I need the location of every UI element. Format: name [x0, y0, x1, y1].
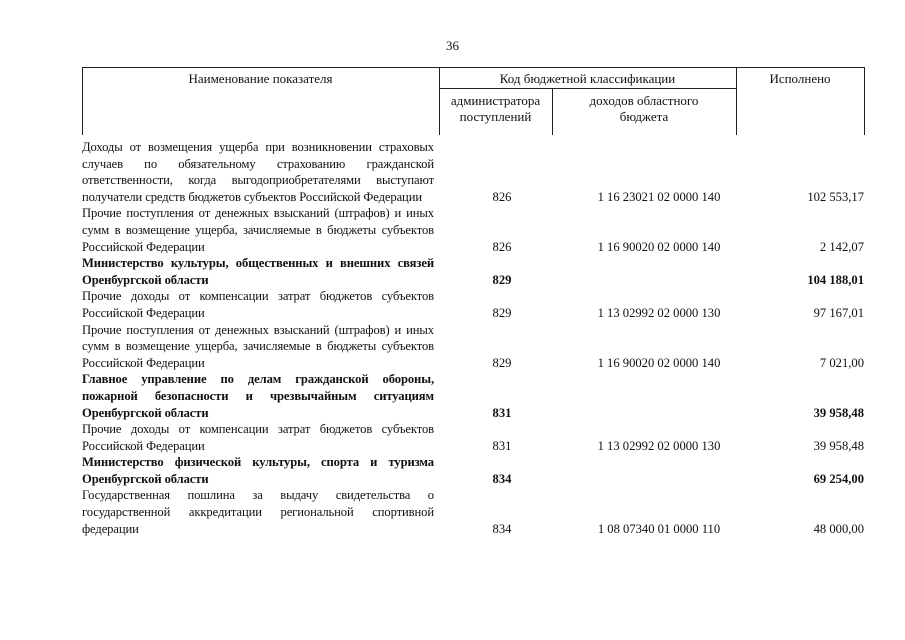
- indicator-name: Прочие доходы от компенсации затрат бюджетов субъектов Российской Федерации: [82, 422, 434, 453]
- table-row: [82, 371, 865, 421]
- admin-code: 826: [492, 239, 512, 254]
- admin-code: 829: [492, 355, 512, 370]
- executed-amount: 39 958,48: [813, 438, 864, 453]
- executed-amount: 102 553,17: [807, 189, 864, 204]
- table-header: [82, 67, 865, 135]
- executed-amount: 69 254,00: [813, 471, 864, 486]
- header-income: [552, 93, 736, 125]
- indicator-name: Прочие доходы от компенсации затрат бюджетов субъектов Российской Федерации: [82, 289, 434, 320]
- header-right-border: [864, 67, 865, 135]
- header-top-rule: [82, 67, 865, 68]
- header-income-line1: доходов областного: [589, 93, 699, 108]
- indicator-name: Главное управление по делам гражданской обороны, пожарной безопасности и чрезвычайным ситуациям Оренбургской области: [82, 372, 434, 420]
- table-row: [82, 322, 865, 372]
- admin-code: 829: [492, 305, 512, 320]
- budget-table: [82, 67, 865, 537]
- income-code: 1 13 02992 02 0000 130: [597, 438, 721, 453]
- header-income-line2: бюджета: [619, 109, 669, 124]
- income-code: 1 16 90020 02 0000 140: [597, 239, 721, 254]
- admin-code: 831: [492, 405, 512, 420]
- income-code: 1 16 23021 02 0000 140: [597, 189, 721, 204]
- table-row: [82, 255, 865, 288]
- admin-code: 831: [492, 438, 512, 453]
- indicator-name: Прочие поступления от денежных взысканий (штрафов) и иных сумм в возмещение ущерба, зачисляемые в бюджеты субъектов Российской Федерации: [82, 322, 434, 370]
- header-name: Наименование показателя: [188, 71, 333, 86]
- executed-amount: 39 958,48: [813, 405, 864, 420]
- admin-code: 834: [492, 521, 512, 536]
- page-number: 36: [446, 38, 459, 53]
- executed-amount: 97 167,01: [813, 305, 864, 320]
- header-executed: Исполнено: [769, 71, 831, 86]
- income-code: 1 13 02992 02 0000 130: [597, 305, 721, 320]
- table-row: [82, 421, 865, 454]
- header-code-group: Код бюджетной классификации: [499, 71, 676, 86]
- header-admin-line2: поступлений: [459, 109, 532, 124]
- header-group-rule: [439, 88, 736, 89]
- indicator-name: Доходы от возмещения ущерба при возникновении страховых случаев по обязательному страхованию гражданской ответственности, когда выгодоприобретателями выступают получатели средств бюджетов субъектов Российской Федерации: [82, 140, 434, 204]
- income-code: 1 16 90020 02 0000 140: [597, 355, 721, 370]
- admin-code: 834: [492, 471, 512, 486]
- header-admin: [439, 93, 552, 125]
- table-row: [82, 205, 865, 255]
- indicator-name: Министерство физической культуры, спорта и туризма Оренбургской области: [82, 455, 434, 486]
- table-row: [82, 139, 865, 205]
- indicator-name: Государственная пошлина за выдачу свидетельства о государственной аккредитации региональной спортивной федерации: [82, 488, 434, 536]
- table-body: [82, 139, 865, 537]
- indicator-name: Министерство культуры, общественных и внешних связей Оренбургской области: [82, 256, 434, 287]
- executed-amount: 7 021,00: [819, 355, 864, 370]
- executed-amount: 2 142,07: [819, 239, 864, 254]
- executed-amount: 104 188,01: [807, 272, 864, 287]
- executed-amount: 48 000,00: [813, 521, 864, 536]
- table-row: [82, 487, 865, 537]
- table-row: [82, 454, 865, 487]
- admin-code: 829: [492, 272, 512, 287]
- indicator-name: Прочие поступления от денежных взысканий (штрафов) и иных сумм в возмещение ущерба, зачисляемые в бюджеты субъектов Российской Федерации: [82, 206, 434, 254]
- table-row: [82, 288, 865, 321]
- header-admin-line1: администратора: [450, 93, 541, 108]
- admin-code: 826: [492, 189, 512, 204]
- income-code: 1 08 07340 01 0000 110: [597, 521, 721, 536]
